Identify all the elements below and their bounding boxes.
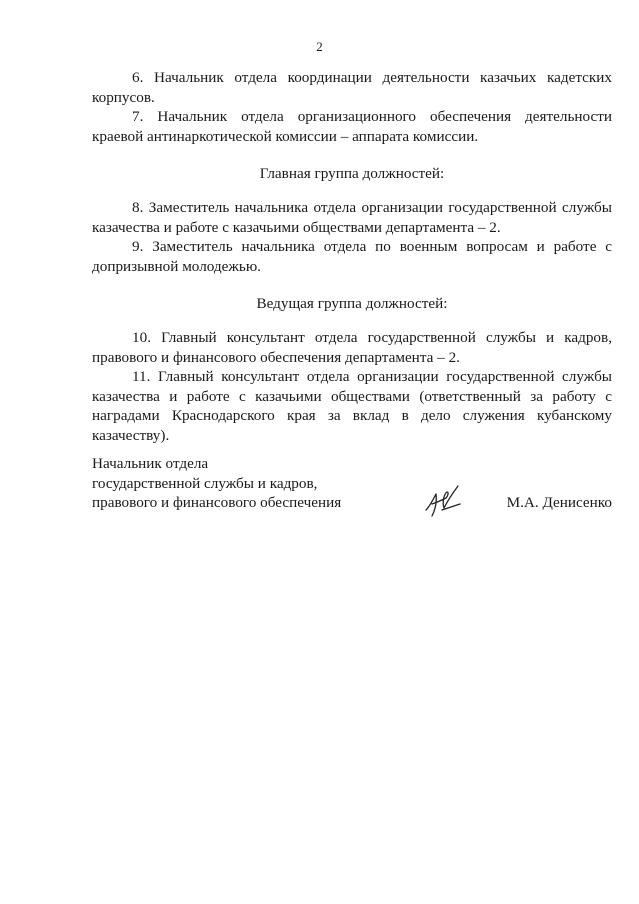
signatory-title-line-1: Начальник отдела: [92, 455, 209, 472]
signatory-title-line-3: правового и финансового обеспечения: [92, 494, 342, 512]
list-item-8: 8. Заместитель начальника отдела организации государственной службы казачества и работе с казачьими обществами департамента – 2.: [92, 198, 612, 236]
list-item-11: 11. Главный консультант отдела организации государственной службы казачества и работе с казачьими обществами (ответственный за работу с наградами Краснодарского края за вклад в дело служения кубанскому казачеству).: [92, 368, 612, 444]
handwritten-signature: [422, 480, 468, 520]
signature-block: [92, 454, 612, 513]
list-item-10: 10. Главный консультант отдела государственной службы и кадров, правового и финансового обеспечения департамента – 2.: [92, 328, 612, 366]
leading-group-heading: Ведущая группа должностей:: [256, 295, 448, 313]
signatory-title-line-2: государственной службы и кадров,: [92, 474, 318, 492]
list-item-6: 6. Начальник отдела координации деятельности казачьих кадетских корпусов.: [92, 69, 612, 106]
document-body: [92, 68, 612, 446]
main-group-heading: Главная группа должностей:: [259, 165, 445, 183]
signatory-name: М.А. Денисенко: [506, 494, 612, 511]
list-item-9: 9. Заместитель начальника отдела по военным вопросам и работе с допризывной молодежью.: [92, 238, 612, 275]
page-number: 2: [316, 39, 323, 54]
list-item-7: 7. Начальник отдела организационного обеспечения деятельности краевой антинаркотической комиссии – аппарата комиссии.: [92, 108, 612, 145]
